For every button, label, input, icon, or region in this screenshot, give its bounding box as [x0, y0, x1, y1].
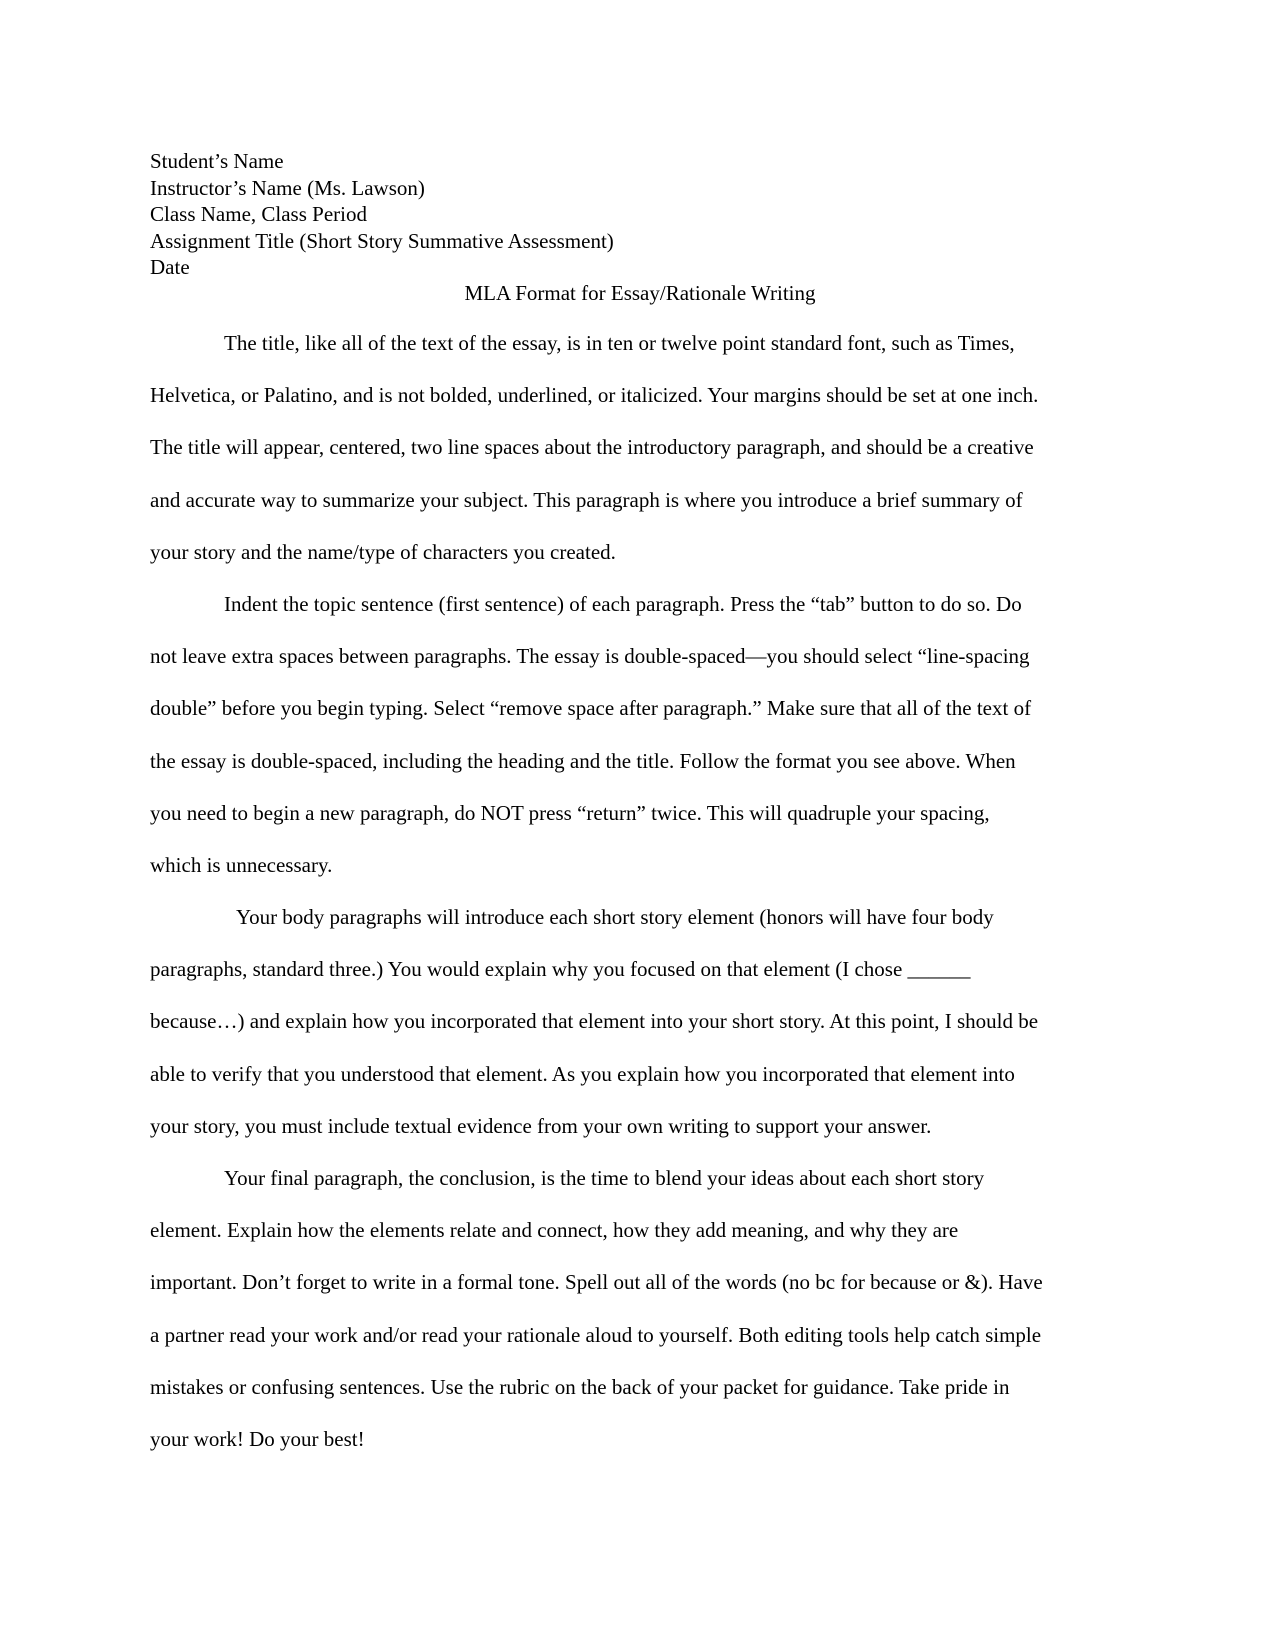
paragraph-2-line: you need to begin a new paragraph, do NOT press “return” twice. This will quadruple your spacing,	[150, 800, 990, 825]
paragraph-1-line: and accurate way to summarize your subject. This paragraph is where you introduce a brief summary of	[150, 487, 1023, 512]
paragraph-3-line: able to verify that you understood that element. As you explain how you incorporated that element into	[150, 1061, 1015, 1086]
paragraph-2-line: Indent the topic sentence (first sentence) of each paragraph. Press the “tab” button to do so. Do	[224, 591, 1022, 616]
class-name: Class Name, Class Period	[150, 202, 367, 226]
paragraph-1-line: The title, like all of the text of the essay, is in ten or twelve point standard font, such as Times,	[224, 331, 1015, 355]
paragraph-4-line: Your final paragraph, the conclusion, is the time to blend your ideas about each short story	[224, 1166, 985, 1190]
paragraph-4-line: mistakes or confusing sentences. Use the rubric on the back of your packet for guidance. Take pride in	[150, 1374, 1010, 1399]
paragraph-4-line: your work! Do your best!	[150, 1426, 365, 1451]
paragraph-4-line: a partner read your work and/or read your rationale aloud to yourself. Both editing tools help catch simple	[150, 1322, 1042, 1347]
paragraph-3-line: Your body paragraphs will introduce each short story element (honors will have four body	[236, 905, 994, 930]
paragraph-4-line: element. Explain how the elements relate and connect, how they add meaning, and why they are	[150, 1218, 959, 1243]
paragraph-2-line: which is unnecessary.	[150, 852, 333, 877]
paragraph-3-line: your story, you must include textual evidence from your own writing to support your answer.	[150, 1113, 932, 1138]
date: Date	[150, 255, 190, 279]
paragraph-1-line: The title will appear, centered, two line spaces about the introductory paragraph, and should be a creative	[150, 435, 1034, 460]
paragraph-2-line: double” before you begin typing. Select “remove space after paragraph.” Make sure that all of the text of	[150, 696, 1032, 721]
assignment-title: Assignment Title (Short Story Summative Assessment)	[150, 228, 614, 253]
paragraph-2-line: not leave extra spaces between paragraphs. The essay is double-spaced—you should select “line-spacing	[150, 644, 1030, 669]
paragraph-1-line: Helvetica, or Palatino, and is not bolded, underlined, or italicized. Your margins should be set at one inch.	[150, 383, 1039, 408]
mla-heading	[150, 148, 1130, 281]
document-title: MLA Format for Essay/Rationale Writing	[464, 281, 816, 305]
paragraph-2-line: the essay is double-spaced, including the heading and the title. Follow the format you see above. When	[150, 748, 1016, 773]
instructor-name: Instructor’s Name (Ms. Lawson)	[150, 175, 425, 200]
document-body	[150, 330, 1130, 1478]
paragraph-3-line: paragraphs, standard three.) You would explain why you focused on that element (I chose ______	[150, 957, 971, 982]
paragraph-4-line: important. Don’t forget to write in a formal tone. Spell out all of the words (no bc for because or &). Have	[150, 1270, 1043, 1295]
paragraph-1-line: your story and the name/type of characters you created.	[150, 539, 616, 564]
student-name: Student’s Name	[150, 149, 284, 173]
paragraph-3-line: because…) and explain how you incorporated that element into your short story. At this point, I should be	[150, 1009, 1039, 1034]
